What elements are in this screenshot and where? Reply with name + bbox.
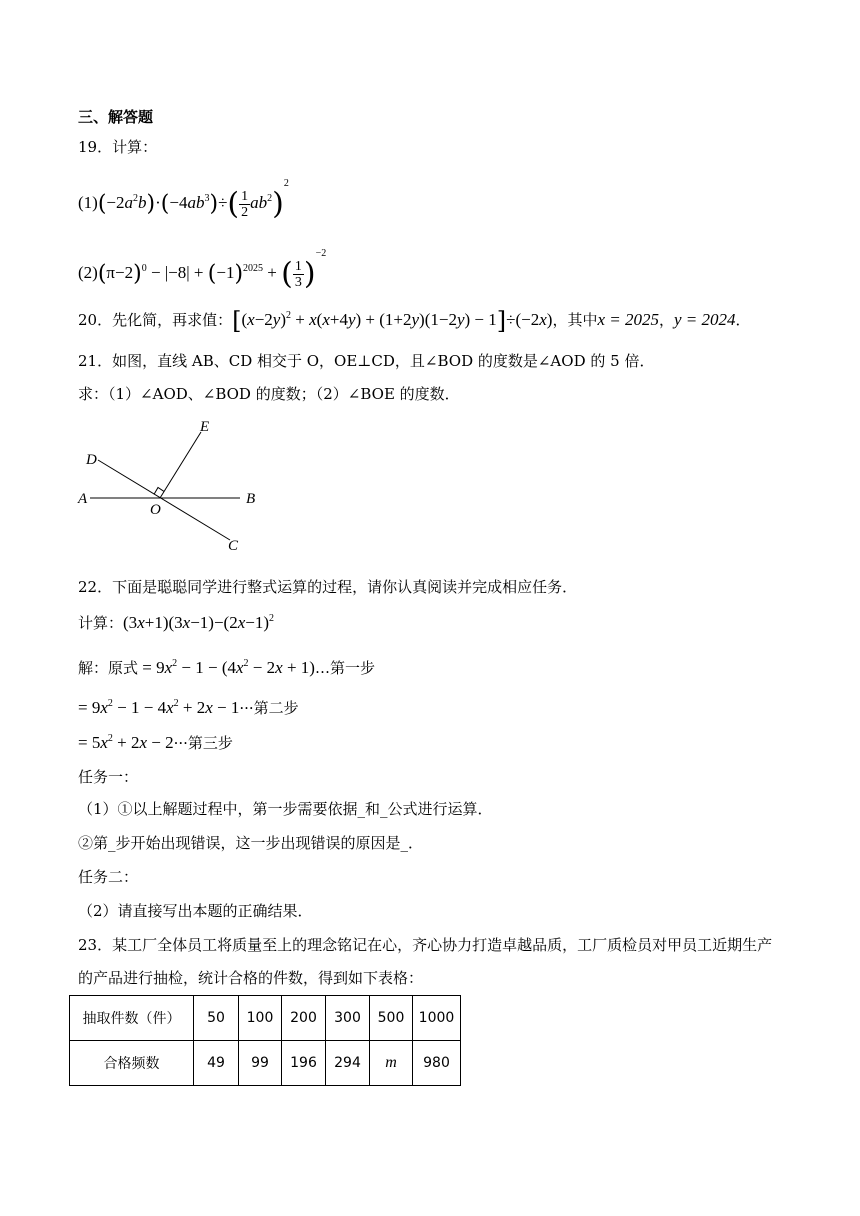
label-o: O xyxy=(150,502,161,518)
table-cell: 980 xyxy=(413,1041,461,1086)
table-header-cell: 抽取件数（件） xyxy=(70,996,194,1041)
q23-line1: 23．某工厂全体员工将质量至上的理念铭记在心，齐心协力打造卓越品质，工厂质检员对甲员工近期生产 xyxy=(78,936,773,954)
q21-line2: 求：（1）∠AOD、∠BOD 的度数；（2）∠BOE 的度数． xyxy=(78,385,460,403)
table-cell: 1000 xyxy=(413,996,461,1041)
table-cell: 300 xyxy=(326,996,370,1041)
table-cell: 99 xyxy=(239,1041,282,1086)
label-a: A xyxy=(78,491,88,507)
q19-part1-label: (1) xyxy=(78,193,98,212)
q23-table xyxy=(69,995,461,1086)
q23-line2: 的产品进行抽检，统计合格的件数，得到如下表格： xyxy=(78,969,424,987)
q22-task1-q1: （1）①以上解题过程中，第一步需要依据_和_公式进行运算． xyxy=(78,800,493,818)
q19-part1: $(1)(-2a^2b)\cdot(-4ab^3)\div$( $\frac{1}{2}$ $ab^2)^2$ xyxy=(78,178,289,222)
q22-step1: 解：原式 = $9x^2 - 1 - (4x^2 - 2x$ + 1)…第一步 xyxy=(78,658,375,677)
q22-step2-suffix: ···第二步 xyxy=(239,699,299,717)
table-row xyxy=(70,1041,461,1086)
q19-part2-label: (2) xyxy=(78,263,98,282)
ray-oe xyxy=(160,432,201,498)
q22-step2: = $9x^2 - 1 - 4x^2 + 2x - 1\cdot\cdot\cdot$第二步 xyxy=(78,698,299,717)
label-c: C xyxy=(228,538,239,554)
q22-intro: 22．下面是聪聪同学进行整式运算的过程，请你认真阅读并完成相应任务． xyxy=(78,578,578,596)
table-cell: 49 xyxy=(194,1041,239,1086)
table-cell: 50 xyxy=(194,996,239,1041)
q22-task1-q2: ②第_步开始出现错误，这一步出现错误的原因是_． xyxy=(78,834,424,852)
q20-tail: ，其中 xyxy=(552,310,598,329)
q20-y-value: y = 2024 xyxy=(674,309,736,329)
q22-task2-q: （2）请直接写出本题的正确结果． xyxy=(78,902,313,920)
q21-figure xyxy=(70,412,270,560)
table-cell: 200 xyxy=(282,996,326,1041)
q22-step1-suffix: …第一步 xyxy=(314,659,375,677)
q22-task2-title: 任务二： xyxy=(78,868,139,886)
q22-step3-suffix: ···第三步 xyxy=(173,734,233,752)
table-cell: 100 xyxy=(239,996,282,1041)
table-cell: 500 xyxy=(370,996,413,1041)
q22-step3: = $5x^2 + 2x - 2\cdot\cdot\cdot$第三步 xyxy=(78,733,233,752)
q22-calc: 计算：$(3x+1)(3x-1)-(2x-1)^2$ xyxy=(78,613,274,632)
q21-line1: 21．如图，直线 AB、CD 相交于 O，OE⊥CD，且∠BOD 的度数是∠AOD 的 5 倍． xyxy=(78,352,655,370)
q20-end: ． xyxy=(735,310,751,329)
label-b: B xyxy=(246,491,256,507)
q22-calc-label: 计算： xyxy=(78,614,124,632)
section-title: 三、解答题 xyxy=(78,108,154,126)
label-d: D xyxy=(86,452,97,468)
table-cell: 196 xyxy=(282,1041,326,1086)
table-header-cell: 合格频数 xyxy=(70,1041,194,1086)
label-e: E xyxy=(200,419,210,435)
q20-x-value: x = 2025 xyxy=(597,309,659,329)
table-cell: 294 xyxy=(326,1041,370,1086)
q19-stem: 19．计算： xyxy=(78,138,158,156)
q19-part2: $(2)(\pi-2)^0 - |-8| + (-1)^{2025}$ + ( $\frac{1}{3}$ )$^{-2}$ xyxy=(78,248,327,292)
table-cell: m xyxy=(370,1041,413,1086)
q20-lead: 20．先化简，再求值： xyxy=(78,310,233,329)
q22-task1-title: 任务一： xyxy=(78,768,139,786)
q22-step1-prefix: 解：原式 xyxy=(78,659,139,677)
line-cd xyxy=(98,460,230,540)
q20-text: 20．先化简，再求值：$[(x-2y)^2 + x(x+4y) + (1+2y)(1-2y) - 1]\div(-2x)$，其中x = 2025，y = 2024． xyxy=(78,307,751,335)
table-row xyxy=(70,996,461,1041)
